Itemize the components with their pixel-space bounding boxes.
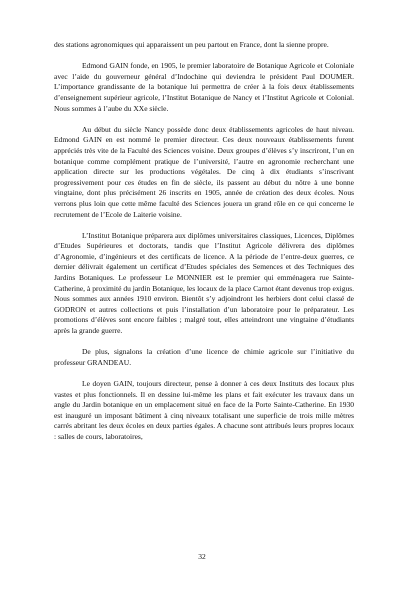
paragraph-5: De plus, signalons la création d’une licence de chimie agricole sur l’initiative du professeur GRANDEAU. (54, 347, 354, 367)
paragraph-2: Edmond GAIN fonde, en 1905, le premier laboratoire de Botanique Agricole et Coloniale avec l’aide du gouverneur général d’Indochine qui deviendra le président Paul DOUMER. L’importance grandissante de la botanique lui permettra de créer à la fois deux établissements d’enseignement supérieur agricole, l’Institut Botanique de Nancy et l’Institut Agricole et Colonial. Nous sommes à l’aube du XXe siècle. (54, 61, 354, 113)
paragraph-3: Au début du siècle Nancy possède donc deux établissements agricoles de haut niveau. Edmond GAIN en est nommé le premier directeur. Ces deux nouveaux établissements furent appréciés très vite de la Faculté des Sciences voisine. Deux groupes d’élèves s’y inscriront, l’un en botanique comme complément pratique de l’université, l’autre en agronomie recherchant une application directe sur les productions végétales. De cinq à dix étudiants s’inscrivant progressivement pour ces études en fin de siècle, ils passent au début du nôtre à une bonne vingtaine, dont plus précisément 26 inscrits en 1905, année de création des deux écoles. Nous verrons plus loin que cette même faculté des Sciences jouera un grand rôle en ce qui concerne le recrutement de l’Ecole de Laiterie voisine. (54, 124, 354, 219)
paragraph-6: Le doyen GAIN, toujours directeur, pense à donner à ces deux Instituts des locaux plus vastes et plus fonctionnels. Il en dessine lui-même les plans et fait exécuter les travaux dans un angle du Jardin botanique en un emplacement situé en face de la Porte Sainte-Catherine. En 1930 est inauguré un imposant bâtiment à cinq niveaux totalisant une superficie de trois mille mètres carrés abritant les deux écoles en deux parties égales. A chacune sont attribués leurs propres locaux : salles de cours, laboratoires, (54, 379, 354, 441)
page-number: 32 (198, 552, 206, 561)
paragraph-4: L’Institut Botanique préparera aux diplômes universitaires classiques, Licences, Diplômes d’Etudes Supérieures et doctorats, tandis que l’Institut Agricole délivrera des diplômes d’Agronomie, d’ingénieurs et des certificats de licence. A la période de l’entre-deux guerres, ce dernier délivrait également un certificat d’Etudes spéciales des Semences et des Techniques des Jardins Botaniques. Le professeur Le MONNIER est le premier qui emménagera rue Sainte-Catherine, à proximité du jardin Botanique, les locaux de la place Carnot étant devenus trop exigus. Nous sommes aux années 1910 environ. Bientôt s’y adjoindront les herbiers dont celui classé de GODRON et autres collections et puis l’installation d’un laboratoire pour le préparateur. Les promotions d’élèves sont encore faibles ; malgré tout, elles atteindront une vingtaine d’étudiants après la grande guerre. (54, 230, 354, 336)
body-text (54, 40, 354, 453)
paragraph-1: des stations agronomiques qui apparaissent un peu partout en France, dont la sienne propre. (54, 40, 329, 49)
